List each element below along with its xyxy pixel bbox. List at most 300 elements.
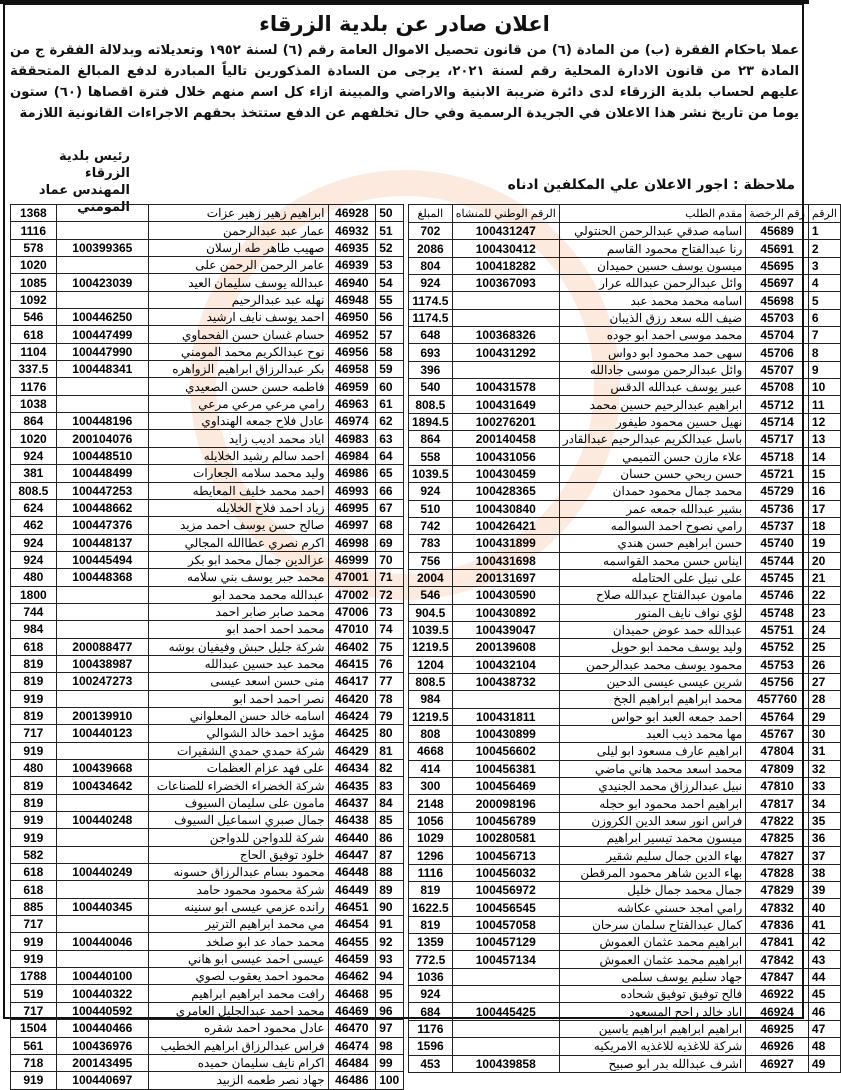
license-number: 47828 <box>746 864 809 881</box>
amount: 1596 <box>409 1038 453 1055</box>
amount: 1029 <box>409 830 453 847</box>
license-number: 46999 <box>328 551 376 568</box>
applicant-name: عادل فلاح جمعه الهنداوي <box>148 413 328 430</box>
amount: 919 <box>11 690 57 707</box>
national-id: 200098196 <box>452 795 559 812</box>
amount: 744 <box>11 603 57 620</box>
license-number: 46425 <box>328 725 376 742</box>
applicant-name: مها محمد ذيب العبد <box>559 725 745 742</box>
national-id <box>56 742 148 759</box>
applicant-name: اسامه محمد محمد عبد <box>559 292 745 309</box>
license-number: 45751 <box>746 621 809 638</box>
table-row <box>11 239 404 256</box>
row-number: 51 <box>376 222 404 239</box>
row-number: 75 <box>376 638 404 655</box>
table-row <box>11 482 404 499</box>
row-number: 2 <box>808 240 840 257</box>
row-number: 64 <box>376 447 404 464</box>
national-id: 200131697 <box>452 569 559 586</box>
amount: 864 <box>409 431 453 448</box>
national-id: 100431578 <box>452 379 559 396</box>
national-id <box>56 395 148 412</box>
table-row <box>409 621 841 638</box>
license-number: 46429 <box>328 742 376 759</box>
amount: 480 <box>11 569 57 586</box>
applicant-name: رنا عبدالفتاح محمود القاسم <box>559 240 745 257</box>
national-id <box>56 586 148 603</box>
national-id: 100448368 <box>56 569 148 586</box>
national-id: 100440345 <box>56 898 148 915</box>
row-number: 93 <box>376 950 404 967</box>
row-number: 21 <box>808 569 840 586</box>
amount: 582 <box>11 846 57 863</box>
row-number: 42 <box>808 934 840 951</box>
table-row <box>11 829 404 846</box>
table-row <box>409 552 841 569</box>
table-row <box>11 257 404 274</box>
license-number: 45756 <box>746 673 809 690</box>
license-number: 45697 <box>746 275 809 292</box>
amount: 924 <box>11 534 57 551</box>
license-number: 46993 <box>328 482 376 499</box>
license-number: 45706 <box>746 344 809 361</box>
amount: 904.5 <box>409 604 453 621</box>
row-number: 84 <box>376 794 404 811</box>
applicant-name: محمد اسعد محمد هاني ماضي <box>559 760 745 777</box>
table-row <box>409 465 841 482</box>
applicant-name: وليد محمد سلامه الجعارات <box>148 465 328 482</box>
license-number: 46486 <box>328 1072 376 1089</box>
table-row <box>409 431 841 448</box>
national-id <box>56 603 148 620</box>
national-id: 100440322 <box>56 985 148 1002</box>
row-number: 88 <box>376 864 404 881</box>
applicant-name: محمد عبد حسين عبدالله <box>148 655 328 672</box>
applicant-name: محمود بسام عبدالرزاق حسونه <box>148 864 328 881</box>
national-id <box>452 1020 559 1037</box>
amount: 808.5 <box>11 482 57 499</box>
row-number: 37 <box>808 847 840 864</box>
national-id <box>56 829 148 846</box>
table-row <box>11 1002 404 1019</box>
national-id: 100430459 <box>452 465 559 482</box>
national-id: 100431247 <box>452 223 559 240</box>
license-number: 46417 <box>328 673 376 690</box>
national-id: 100448499 <box>56 465 148 482</box>
amount: 540 <box>409 379 453 396</box>
table-row <box>11 447 404 464</box>
row-number: 71 <box>376 569 404 586</box>
applicant-name: نهيل حسين محمود طيفور <box>559 413 745 430</box>
applicant-name: عبدالله حمد عوض حميدان <box>559 621 745 638</box>
national-id: 100430840 <box>452 500 559 517</box>
amount: 1020 <box>11 430 57 447</box>
license-number: 45714 <box>746 413 809 430</box>
applicant-name: ايناس حسن محمد القواسمه <box>559 552 745 569</box>
row-number: 22 <box>808 587 840 604</box>
license-number: 46462 <box>328 968 376 985</box>
applicant-name: اسامه صدقي عبدالرحمن الحنتولي <box>559 223 745 240</box>
row-number: 1 <box>808 223 840 240</box>
table-row <box>409 309 841 326</box>
national-id: 100438987 <box>56 655 148 672</box>
amount: 618 <box>11 881 57 898</box>
license-number: 47810 <box>746 778 809 795</box>
license-number: 45721 <box>746 465 809 482</box>
national-id: 100456789 <box>452 812 559 829</box>
table-row <box>409 812 841 829</box>
applicant-name: احمد محمد خليف المعايطه <box>148 482 328 499</box>
applicant-name: سهى حمد محمود ابو دواس <box>559 344 745 361</box>
table-row <box>11 760 404 777</box>
table-row <box>11 517 404 534</box>
national-id <box>452 309 559 326</box>
national-id: 100439047 <box>452 621 559 638</box>
license-number: 46484 <box>328 1054 376 1071</box>
national-id: 100445494 <box>56 551 148 568</box>
amount: 819 <box>409 916 453 933</box>
national-id: 100440123 <box>56 725 148 742</box>
national-id: 100430899 <box>452 725 559 742</box>
table-row <box>409 223 841 240</box>
license-number: 47827 <box>746 847 809 864</box>
row-number: 94 <box>376 968 404 985</box>
row-number: 87 <box>376 846 404 863</box>
license-number: 45752 <box>746 639 809 656</box>
amount: 924 <box>409 986 453 1003</box>
table-row <box>11 864 404 881</box>
amount: 561 <box>11 1037 57 1054</box>
signature-name: المهندس عماد المومني <box>38 183 130 215</box>
table-row <box>11 1072 404 1089</box>
row-number: 46 <box>808 1003 840 1020</box>
license-number: 46440 <box>328 829 376 846</box>
table-row <box>409 656 841 673</box>
row-number: 77 <box>376 673 404 690</box>
amount: 1056 <box>409 812 453 829</box>
table-row <box>409 830 841 847</box>
amount: 1176 <box>11 378 57 395</box>
national-id: 200139910 <box>56 707 148 724</box>
table-row <box>11 291 404 308</box>
amount: 480 <box>11 760 57 777</box>
license-number: 45717 <box>746 431 809 448</box>
announcement-title: اعلان صادر عن بلدية الزرقاء <box>259 12 550 36</box>
national-id: 100440248 <box>56 812 148 829</box>
license-number: 47847 <box>746 968 809 985</box>
license-number: 45691 <box>746 240 809 257</box>
table-row <box>409 795 841 812</box>
table-row <box>409 1055 841 1072</box>
applicant-name: عزالدين جمال محمد ابو بكر <box>148 551 328 568</box>
license-number: 46932 <box>328 222 376 239</box>
row-number: 39 <box>808 882 840 899</box>
applicant-name: شركة محمود محمود حامد <box>148 881 328 898</box>
row-number: 58 <box>376 343 404 360</box>
national-id: 100432104 <box>452 656 559 673</box>
national-id: 100430590 <box>452 587 559 604</box>
table-row <box>409 396 841 413</box>
table-row <box>11 205 404 222</box>
amount: 414 <box>409 760 453 777</box>
table-row <box>11 898 404 915</box>
license-number: 46448 <box>328 864 376 881</box>
national-id: 100456545 <box>452 899 559 916</box>
applicant-name: عبير يوسف عبدالله الدقس <box>559 379 745 396</box>
row-number: 78 <box>376 690 404 707</box>
row-number: 4 <box>808 275 840 292</box>
national-id: 100448341 <box>56 361 148 378</box>
amount: 1092 <box>11 291 57 308</box>
applicant-name: شرين عيسى عيسى الدحين <box>559 673 745 690</box>
license-number: 46470 <box>328 1020 376 1037</box>
row-number: 54 <box>376 274 404 291</box>
row-number: 70 <box>376 551 404 568</box>
row-number: 96 <box>376 1002 404 1019</box>
national-id: 200104076 <box>56 430 148 447</box>
applicant-name: محمد جمال محمود حمدان <box>559 483 745 500</box>
applicant-name: وائل عبدالرحمن عبدالله عرار <box>559 275 745 292</box>
col-header-national-id: الرقم الوطني للمنشاه <box>452 205 559 223</box>
amount: 618 <box>11 326 57 343</box>
license-number: 457760 <box>746 691 809 708</box>
license-number: 46939 <box>328 257 376 274</box>
license-number: 45729 <box>746 483 809 500</box>
row-number: 19 <box>808 535 840 552</box>
row-number: 38 <box>808 864 840 881</box>
amount: 1116 <box>409 864 453 881</box>
applicant-name: عامر الرحمن الرحمن على <box>148 257 328 274</box>
applicant-name: فراس انور سعد الدين الكروزن <box>559 812 745 829</box>
table-row <box>409 517 841 534</box>
row-number: 67 <box>376 499 404 516</box>
amount: 742 <box>409 517 453 534</box>
table-row <box>409 240 841 257</box>
applicant-name: منى حسن اسعد عيسى <box>148 673 328 690</box>
row-number: 89 <box>376 881 404 898</box>
row-number: 49 <box>808 1055 840 1072</box>
license-number: 45707 <box>746 361 809 378</box>
national-id <box>452 986 559 1003</box>
applicant-name: شركة للاغذيه للاغذيه الامريكيه <box>559 1038 745 1055</box>
license-number: 47002 <box>328 586 376 603</box>
applicant-name: فراس عبدالرزاق ابراهيم الخطيب <box>148 1037 328 1054</box>
applicant-name: لؤي نواف نايف المنور <box>559 604 745 621</box>
amount: 924 <box>409 483 453 500</box>
national-id: 100247273 <box>56 673 148 690</box>
national-id: 100448510 <box>56 447 148 464</box>
national-id: 100426421 <box>452 517 559 534</box>
applicant-name: ابراهيم احمد محمود ابو حجله <box>559 795 745 812</box>
national-id: 100367093 <box>452 275 559 292</box>
applicant-name: احمد يوسف نايف ارشيد <box>148 309 328 326</box>
applicant-name: محمد جبر يوسف بني سلامه <box>148 569 328 586</box>
table-row <box>11 430 404 447</box>
license-number: 45708 <box>746 379 809 396</box>
table-row <box>409 1038 841 1055</box>
license-number: 46438 <box>328 812 376 829</box>
table-row <box>11 812 404 829</box>
applicant-name: علاء مازن حسن التميمي <box>559 448 745 465</box>
applicant-name: خلود توفيق الحاج <box>148 846 328 863</box>
table-row <box>11 725 404 742</box>
amount: 1622.5 <box>409 899 453 916</box>
row-number: 61 <box>376 395 404 412</box>
license-number: 46402 <box>328 638 376 655</box>
note-text: ملاحظة : اجور الاعلان علي المكلفين ادناه <box>507 177 795 193</box>
row-number: 43 <box>808 951 840 968</box>
applicant-name: شركة جليل حبش وفيفيان بوشه <box>148 638 328 655</box>
amount: 717 <box>11 725 57 742</box>
table-row <box>11 326 404 343</box>
table-row <box>409 1020 841 1037</box>
table-row <box>11 881 404 898</box>
amount: 300 <box>409 778 453 795</box>
license-number: 46454 <box>328 916 376 933</box>
table-row <box>11 413 404 430</box>
amount: 919 <box>11 742 57 759</box>
table-row <box>11 794 404 811</box>
row-number: 44 <box>808 968 840 985</box>
applicant-name: وائل عبدالرحمن موسى جادالله <box>559 361 745 378</box>
national-id <box>56 291 148 308</box>
table-row <box>409 361 841 378</box>
amount: 1800 <box>11 586 57 603</box>
amount: 1020 <box>11 257 57 274</box>
table-row <box>11 499 404 516</box>
amount: 1036 <box>409 968 453 985</box>
row-number: 12 <box>808 413 840 430</box>
table-row <box>11 603 404 620</box>
table-row <box>11 378 404 395</box>
national-id <box>56 257 148 274</box>
license-number: 46948 <box>328 291 376 308</box>
table-row <box>409 847 841 864</box>
amount: 1039.5 <box>409 465 453 482</box>
row-number: 65 <box>376 465 404 482</box>
table-row <box>409 604 841 621</box>
row-number: 5 <box>808 292 840 309</box>
license-number: 45736 <box>746 500 809 517</box>
applicant-name: ميسون يوسف حسين حميدان <box>559 257 745 274</box>
row-number: 30 <box>808 725 840 742</box>
amount: 924 <box>11 551 57 568</box>
national-id: 100280581 <box>452 830 559 847</box>
table-row <box>11 846 404 863</box>
row-number: 85 <box>376 812 404 829</box>
applicant-name: رامي امجد حسني عكاشه <box>559 899 745 916</box>
applicant-name: حسام غسان حسن الفحماوي <box>148 326 328 343</box>
table-row <box>409 968 841 985</box>
row-number: 41 <box>808 916 840 933</box>
license-number: 46952 <box>328 326 376 343</box>
amount: 648 <box>409 327 453 344</box>
table-row <box>11 916 404 933</box>
national-id: 100457129 <box>452 934 559 951</box>
applicant-name: ابراهيم عبدالرحيم حسين محمد <box>559 396 745 413</box>
applicant-name: احمد جمعه العبد ابو حواس <box>559 708 745 725</box>
row-number: 99 <box>376 1054 404 1071</box>
applicant-name: جمال صبري اسماعيل السيوف <box>148 812 328 829</box>
license-number: 47829 <box>746 882 809 899</box>
amount: 519 <box>11 985 57 1002</box>
row-number: 53 <box>376 257 404 274</box>
table-row <box>409 1003 841 1020</box>
national-id: 200088477 <box>56 638 148 655</box>
table-row <box>409 500 841 517</box>
amount: 684 <box>409 1003 453 1020</box>
license-number: 45689 <box>746 223 809 240</box>
amount: 1368 <box>11 205 57 222</box>
national-id <box>452 292 559 309</box>
row-number: 81 <box>376 742 404 759</box>
national-id: 100276201 <box>452 413 559 430</box>
license-number: 46925 <box>746 1020 809 1037</box>
applicant-name: كمال عبدالفتاح سلمان سرحان <box>559 916 745 933</box>
national-id: 100456972 <box>452 882 559 899</box>
amount: 808.5 <box>409 673 453 690</box>
row-number: 72 <box>376 586 404 603</box>
table-row <box>409 708 841 725</box>
applicant-name: فالح توفيق توفيق شحاده <box>559 986 745 1003</box>
table-row <box>11 395 404 412</box>
applicant-name: صالح حسن يوسف احمد مزيد <box>148 517 328 534</box>
amount: 1504 <box>11 1020 57 1037</box>
amount: 919 <box>11 812 57 829</box>
row-number: 97 <box>376 1020 404 1037</box>
national-id: 100430892 <box>452 604 559 621</box>
table-row <box>409 986 841 1003</box>
table-row <box>11 1037 404 1054</box>
national-id: 100448662 <box>56 499 148 516</box>
amount: 1788 <box>11 968 57 985</box>
national-id: 100448137 <box>56 534 148 551</box>
national-id: 100456381 <box>452 760 559 777</box>
row-number: 83 <box>376 777 404 794</box>
amount: 864 <box>11 413 57 430</box>
table-row <box>409 882 841 899</box>
amount: 1174.5 <box>409 309 453 326</box>
national-id: 100440100 <box>56 968 148 985</box>
license-number: 46998 <box>328 534 376 551</box>
applicant-name: حسن ابراهيم حسن هندي <box>559 535 745 552</box>
amount: 2148 <box>409 795 453 812</box>
table-row <box>409 344 841 361</box>
national-id <box>452 691 559 708</box>
table-row <box>409 778 841 795</box>
national-id: 200139608 <box>452 639 559 656</box>
license-number: 46447 <box>328 846 376 863</box>
national-id: 100440249 <box>56 864 148 881</box>
license-number: 46468 <box>328 985 376 1002</box>
national-id: 100447376 <box>56 517 148 534</box>
national-id <box>452 1038 559 1055</box>
amount: 984 <box>11 621 57 638</box>
table-row <box>11 655 404 672</box>
table-row <box>11 274 404 291</box>
license-number: 46451 <box>328 898 376 915</box>
national-id: 100368326 <box>452 327 559 344</box>
national-id: 200143495 <box>56 1054 148 1071</box>
table-row <box>409 327 841 344</box>
national-id: 100399365 <box>56 239 148 256</box>
row-number: 29 <box>808 708 840 725</box>
table-row <box>11 465 404 482</box>
license-number: 47006 <box>328 603 376 620</box>
license-number: 46997 <box>328 517 376 534</box>
row-number: 60 <box>376 378 404 395</box>
row-number: 63 <box>376 430 404 447</box>
